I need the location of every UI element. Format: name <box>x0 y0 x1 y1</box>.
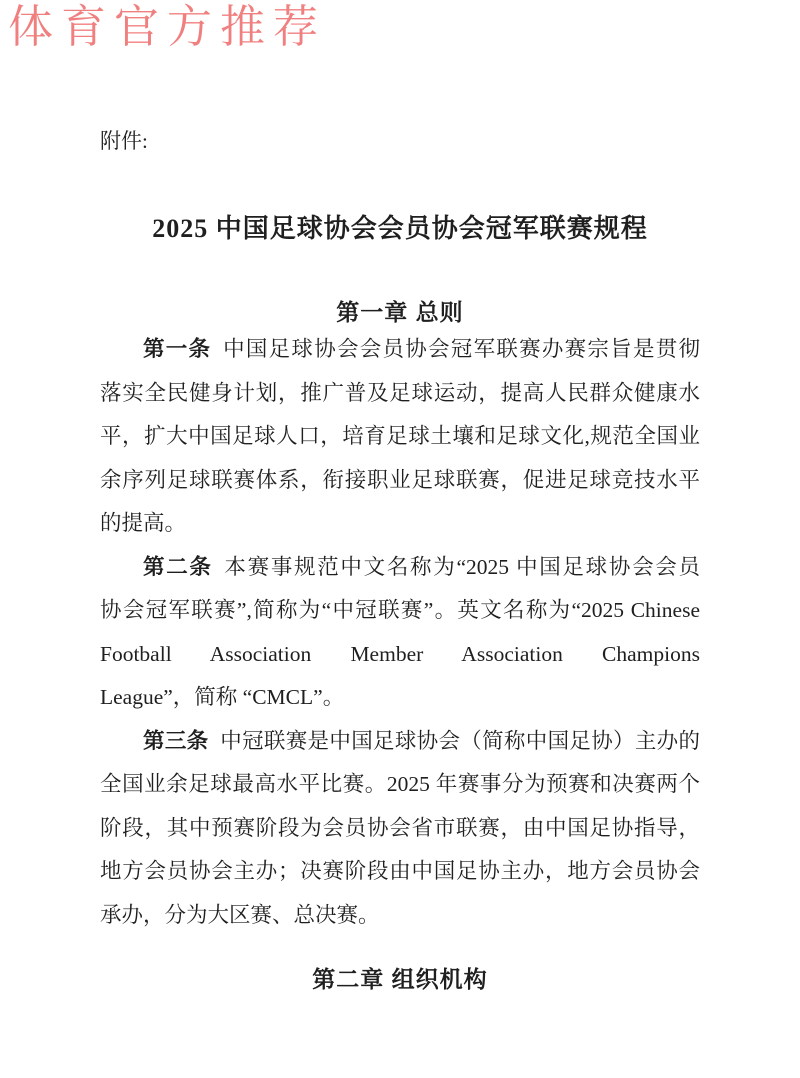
article2-label: 第二条 <box>143 554 213 579</box>
article3-line2: 全国业余足球最高水平比赛。2025 年赛事分为预赛和决赛两个 <box>100 772 700 796</box>
article1-line3: 平，扩大中国足球人口，培育足球土壤和足球文化,规范全国业 <box>100 424 700 448</box>
article2-line3: Football Association Member Association Champions <box>100 641 700 666</box>
article1-line1-text: 中国足球协会会员协会冠军联赛办赛宗旨是贯彻 <box>223 337 700 361</box>
document-content <box>100 0 700 995</box>
chapter1-heading: 第一章 总则 <box>336 299 464 325</box>
attachment-label: 附件: <box>100 129 148 153</box>
article3-label: 第三条 <box>143 728 209 753</box>
article3-line1-text: 中冠联赛是中国足球协会（简称中国足协）主办的 <box>220 728 700 753</box>
chapter2-heading: 第二章 组织机构 <box>312 966 488 992</box>
article2-line4: League”，简称 “CMCL”。 <box>100 685 345 709</box>
article3-line3: 阶段，其中预赛阶段为会员协会省市联赛，由中国足协指导， <box>100 815 700 840</box>
article2-line1-text: 本赛事规范中文名称为“2025 中国足球协会会员 <box>224 554 700 579</box>
article1-line5: 的提高。 <box>100 511 187 535</box>
article3-line1 <box>100 720 700 764</box>
article2-line2: 协会冠军联赛”,简称为“中冠联赛”。英文名称为“2025 Chinese <box>100 598 700 622</box>
article1-line2: 落实全民健身计划，推广普及足球运动，提高人民群众健康水 <box>100 380 700 405</box>
article3-line4: 地方会员协会主办；决赛阶段由中国足协主办，地方会员协会 <box>100 859 700 883</box>
document-body <box>100 328 700 937</box>
article2-line1 <box>100 546 700 590</box>
article3-line5: 承办，分为大区赛、总决赛。 <box>100 902 380 927</box>
article1-line1 <box>100 328 700 372</box>
article1-label: 第一条 <box>143 337 212 361</box>
watermark-text: 体育官方推荐 <box>8 2 327 52</box>
document-title: 2025 中国足球协会会员协会冠军联赛规程 <box>152 214 648 243</box>
article1-line4: 余序列足球联赛体系，衔接职业足球联赛，促进足球竞技水平 <box>100 467 700 492</box>
